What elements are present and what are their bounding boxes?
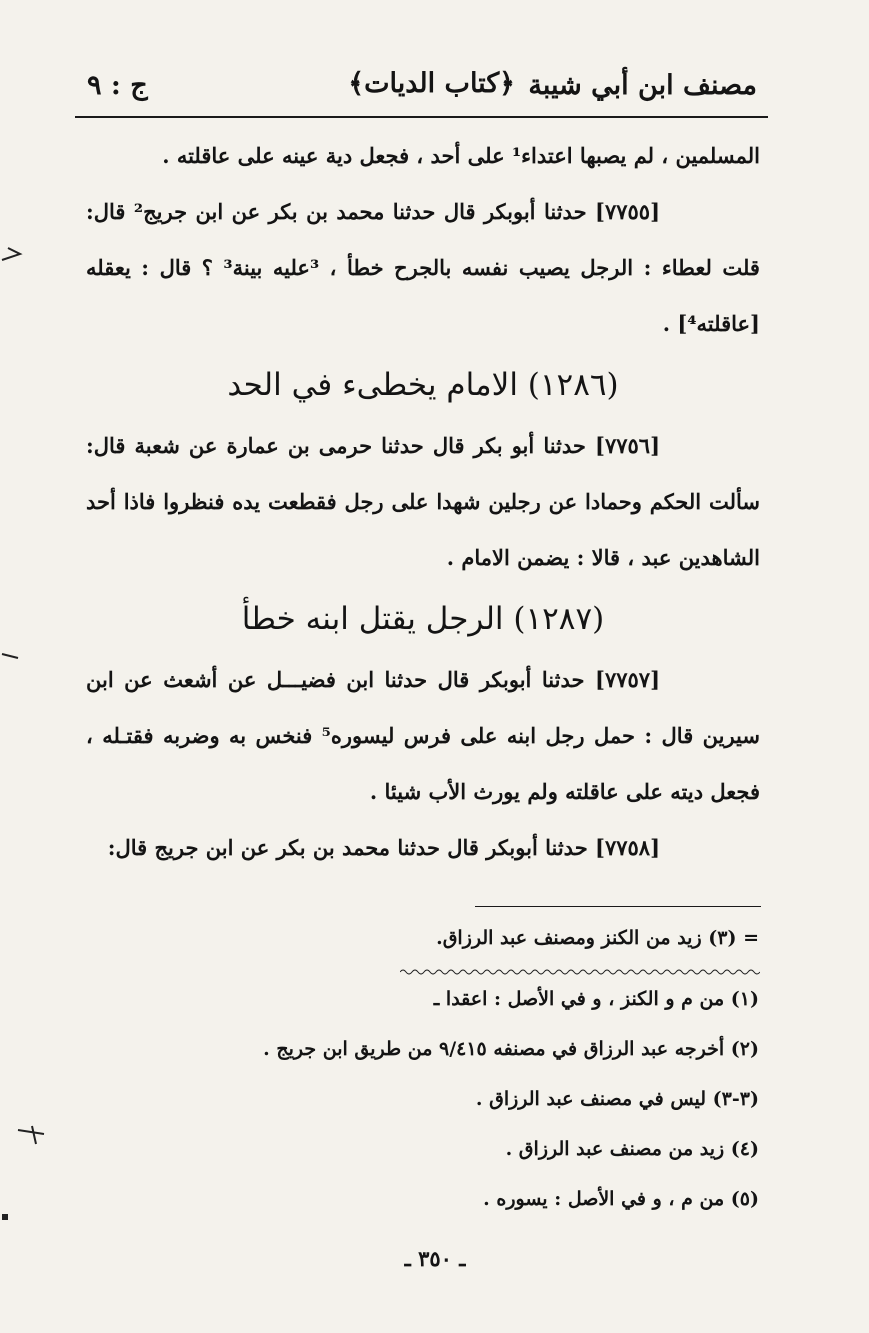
footnotes [159,974,759,1224]
footnote-separator [475,906,761,907]
page-number: ـ ٣٥٠ ـ [404,1246,466,1271]
scan-margin-mark [2,1214,8,1220]
running-header [75,62,765,114]
footnote-1: (١) من م و الكنز ، و في الأصل : اعقدا ـ [433,988,759,1010]
header-rule [75,116,768,118]
header-volume: ج : ٩ [87,70,148,101]
header-book-title: ﴿كتاب الديات﴾ [348,68,515,99]
hadith-7758: [٧٧٥٨] حدثنا أبوبكر قال حدثنا محمد بن بكر عن ابن جريج قال: [107,835,660,860]
footnote-5: (٥) من م ، و في الأصل : يسوره . [483,1188,759,1210]
hadith-7756: [٧٧٥٦] حدثنا أبو بكر قال حدثنا حرمى بن عمارة عن شعبة قال: سألت الحكم وحمادا عن رجلين شهدا على رجل فقطعت يده فنظروا فاذا أحد الشاهدين عبد ، قالا : يضمن الامام . [86,433,760,570]
scan-margin-mark [0,230,30,270]
chapter-heading-1286: (١٢٨٦) الامام يخطىء في الحد [227,367,619,403]
main-text [86,128,760,876]
hadith-7757: [٧٧٥٧] حدثنا أبوبكر قال حدثنا ابن فضيـــل عن أشعث عن ابن سيرين قال : حمل رجل ابنه على فرس ليسوره⁵ فنخس به وضربه فقتـله ، فجعل ديته على عاقلته ولم يورث الأب شيئا . [86,667,760,804]
chapter-heading-1287: (١٢٨٧) الرجل يقتل ابنه خطأ [241,601,605,637]
footnote-3: (٣-٣) ليس في مصنف عبد الرزاق . [475,1088,759,1110]
scan-margin-mark [0,640,24,670]
paragraph-continuation: المسلمين ، لم يصبها اعتداء¹ على أحد ، فجعل دية عينه على عاقلته . [162,143,760,168]
continued-footnote: = (٣) زيد من الكنز ومصنف عبد الرزاق. [436,927,759,949]
footnote-2: (٢) أخرجه عبد الرزاق في مصنفه ٩/٤١٥ من طريق ابن جريج . [263,1038,759,1060]
footnote-4: (٤) زيد من مصنف عبد الرزاق . [505,1138,759,1160]
hadith-7755: [٧٧٥٥] حدثنا أبوبكر قال حدثنا محمد بن بكر عن ابن جريج² قال: قلت لعطاء : الرجل يصيب نفسه بالجرح خطأ ، ³عليه بينة³ ؟ قال : يعقله [عاقلته⁴] . [86,199,760,336]
header-work-title: مصنف ابن أبي شيبة [528,70,757,101]
scan-margin-mark [14,1120,48,1150]
